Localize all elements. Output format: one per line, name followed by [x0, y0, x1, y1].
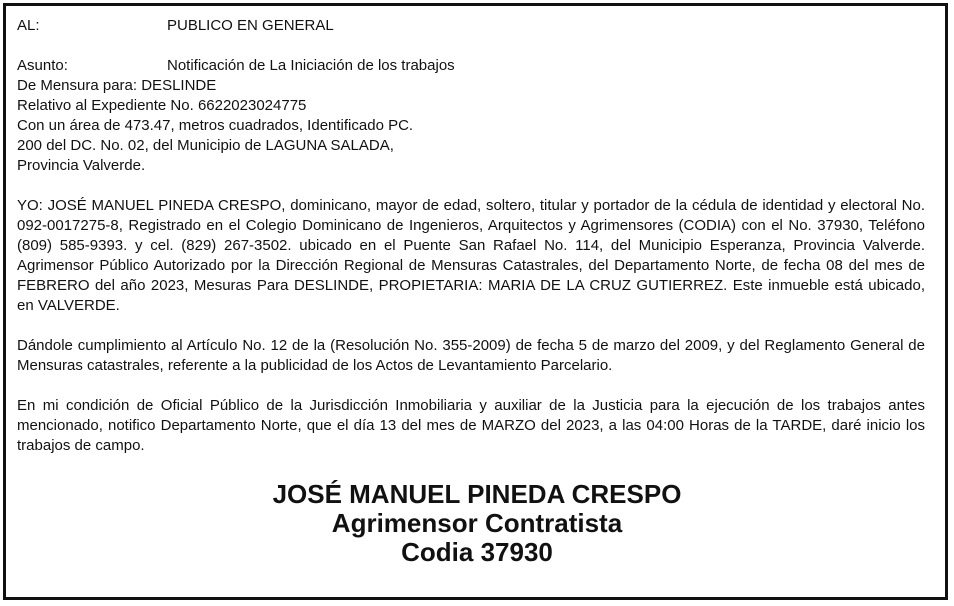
legal-basis-paragraph: Dándole cumplimiento al Artículo No. 12 de la (Resolución No. 355-2009) de fecha 5 de marzo del 2009, y del Reglamento General de Mensuras catastrales, referente a la publicidad de los Actos de Levantamiento Parcelario. [17, 337, 925, 374]
addressee-row [17, 16, 925, 36]
parcel-line: 200 del DC. No. 02, del Municipio de LAGUNA SALADA, [17, 137, 394, 154]
notification-paragraph: En mi condición de Oficial Público de la Jurisdicción Inmobiliaria y auxiliar de la Justicia para la ejecución de los trabajos antes mencionado, notifico Departamento Norte, que el día 13 del mes de MARZO del 2023, a las 04:00 Horas de la TARDE, daré inicio los trabajos de campo. [17, 397, 925, 454]
addressee-value: PUBLICO EN GENERAL [167, 17, 334, 34]
notice-body [17, 16, 925, 456]
addressee-label: AL: [17, 17, 40, 34]
area-line: Con un área de 473.47, metros cuadrados, Identificado PC. [17, 117, 414, 134]
file-number-line: Relativo al Expediente No. 6622023024775 [17, 97, 307, 114]
survey-type-line: De Mensura para: DESLINDE [17, 77, 217, 94]
subject-label: Asunto: [17, 57, 68, 74]
signature-block [0, 480, 954, 567]
subject-value: Notificación de La Iniciación de los trabajos [167, 57, 455, 74]
declarant-paragraph: YO: JOSÉ MANUEL PINEDA CRESPO, dominicano, mayor de edad, soltero, titular y portador de la cédula de identidad y electoral No. 092-0017275-8, Registrado en el Colegio Dominicano de Ingenieros, Arquitectos y Agrimensores (CODIA) con el No. 37930, Teléfono (809) 585-9393. y cel. (829) 267-3502. ubicado en el Puente San Rafael No. 114, del Municipio Esperanza, Provincia Valverde. Agrimensor Público Autorizado por la Dirección Regional de Mensuras Catastrales, del Departamento Norte, de fecha 08 del mes de FEBRERO del año 2023, Mesuras Para DESLINDE, PROPIETARIA: MARIA DE LA CRUZ GUTIERREZ. Este inmueble está ubicado, en VALVERDE. [17, 197, 925, 314]
signer-title: Agrimensor Contratista [331, 508, 623, 538]
subject-row [17, 56, 925, 76]
province-line: Provincia Valverde. [17, 157, 146, 174]
signer-name: JOSÉ MANUEL PINEDA CRESPO [272, 479, 682, 509]
signer-codia: Codia 37930 [401, 537, 553, 567]
